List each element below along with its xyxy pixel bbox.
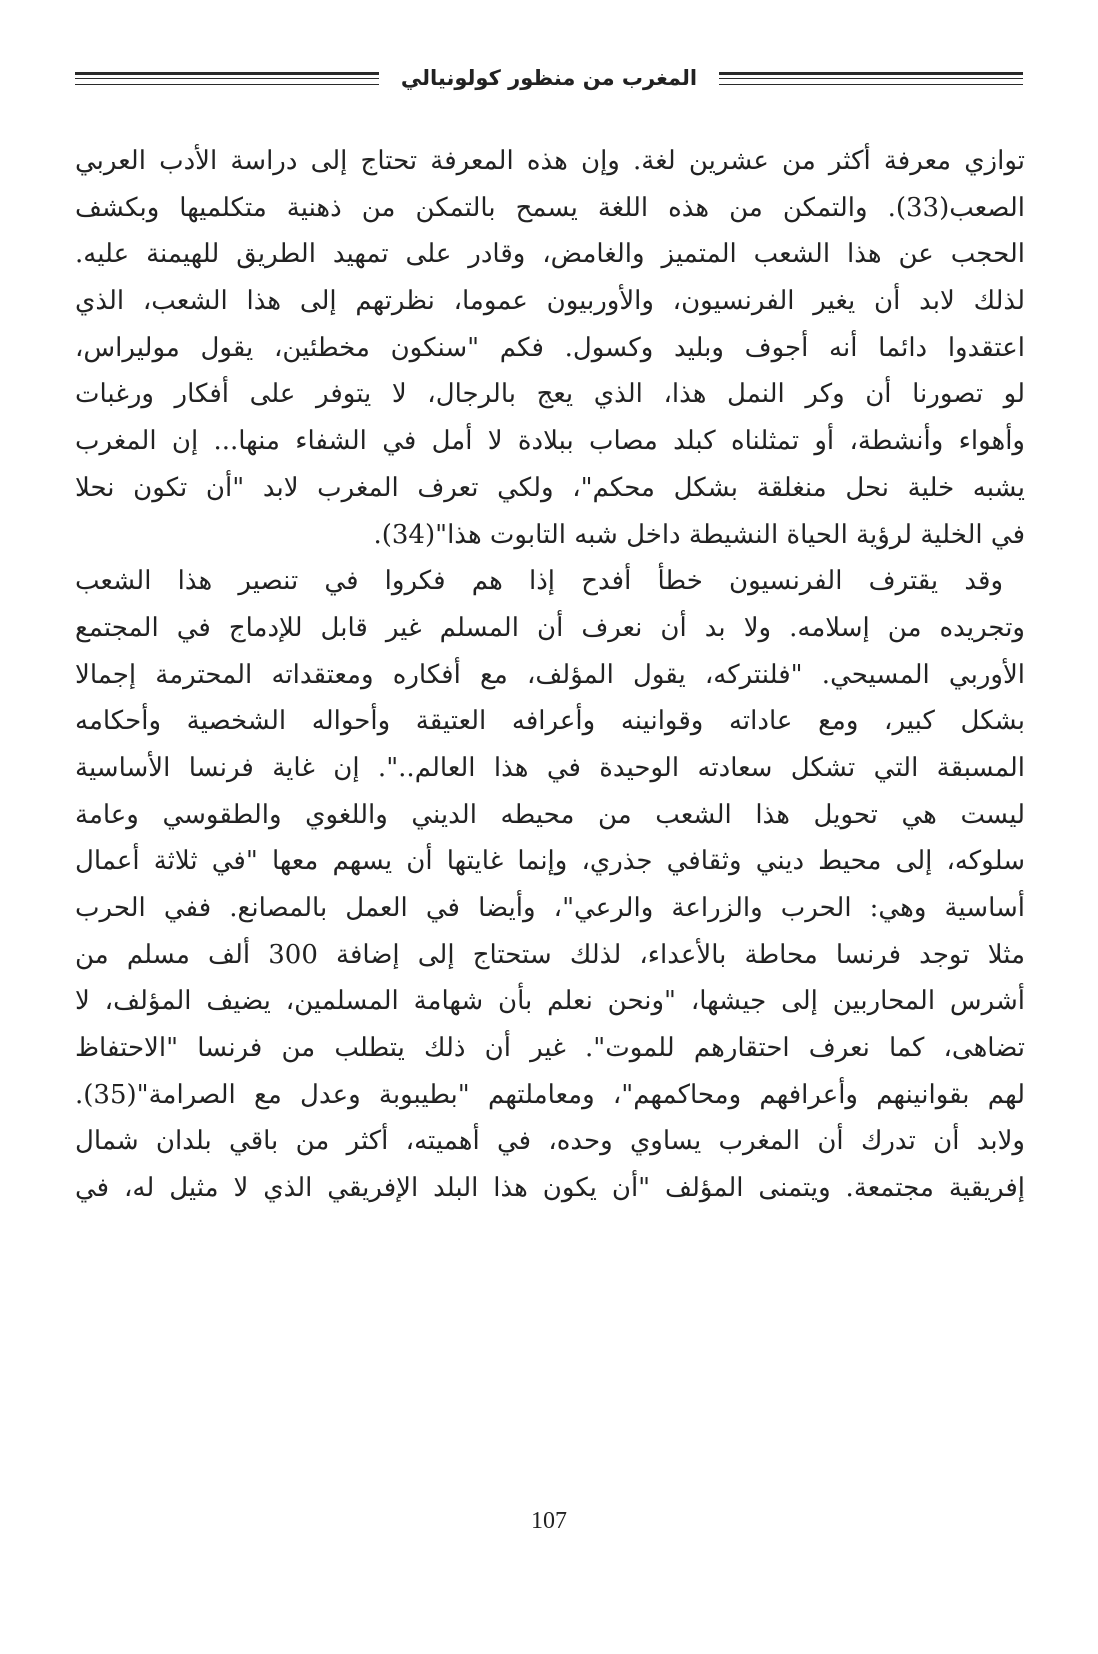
text-line: في الخلية لرؤية الحياة النشيطة داخل شبه التابوت هذا"(34).	[373, 519, 1025, 550]
text-line: وقد يقترف الفرنسيون خطأ أفدح إذا هم فكروا في تنصير هذا الشعب	[75, 566, 1003, 597]
header-rule-right	[719, 72, 1023, 85]
text-line: إفريقية مجتمعة. ويتمنى المؤلف "أن يكون هذا البلد الإفريقي الذي لا مثيل له، في	[75, 1173, 1025, 1204]
running-header	[75, 58, 1023, 98]
text-line: لذلك لابد أن يغير الفرنسيون، والأوربيون عموما، نظرتهم إلى هذا الشعب، الذي	[75, 286, 1025, 317]
text-line: الأوربي المسيحي. "فلنتركه، يقول المؤلف، مع أفكاره ومعتقداته المحترمة إجمالا	[75, 659, 1025, 690]
text-line: الحجب عن هذا الشعب المتميز والغامض، وقادر على تمهيد الطريق للهيمنة عليه.	[75, 239, 1025, 270]
text-line: الصعب(33). والتمكن من هذه اللغة يسمح بالتمكن من ذهنية متكلميها وبكشف	[75, 192, 1025, 223]
text-line: ولابد أن تدرك أن المغرب يساوي وحده، في أهميته، أكثر من باقي بلدان شمال	[75, 1126, 1025, 1157]
text-line: ليست هي تحويل هذا الشعب من محيطه الديني واللغوي والطقوسي وعامة	[75, 799, 1025, 830]
text-line: بشكل كبير، ومع عاداته وقوانينه وأعرافه العتيقة وأحواله الشخصية وأحكامه	[75, 706, 1025, 737]
text-line: وأهواء وأنشطة، أو تمثلناه كبلد مصاب ببلادة لا أمل في الشفاء منها... إن المغرب	[75, 426, 1025, 457]
header-rule-left	[75, 72, 379, 85]
text-line: أشرس المحاربين إلى جيشها، "ونحن نعلم بأن شهامة المسلمين، يضيف المؤلف، لا	[75, 986, 1025, 1017]
body-text	[75, 138, 1025, 1212]
text-line: وتجريده من إسلامه. ولا بد أن نعرف أن المسلم غير قابل للإدماج في المجتمع	[75, 612, 1025, 643]
text-line: لهم بقوانينهم وأعرافهم ومحاكمهم"، ومعاملتهم "بطيبوبة وعدل مع الصرامة"(35).	[75, 1079, 1025, 1110]
text-line: مثلا توجد فرنسا محاطة بالأعداء، لذلك ستحتاج إلى إضافة 300 ألف مسلم من	[75, 939, 1025, 970]
text-line: تضاهى، كما نعرف احتقارهم للموت". غير أن ذلك يتطلب من فرنسا "الاحتفاظ	[75, 1033, 1025, 1064]
page-number: 107	[531, 1508, 567, 1534]
text-line: المسبقة التي تشكل سعادته الوحيدة في هذا العالم..". إن غاية فرنسا الأساسية	[75, 752, 1025, 783]
text-line: توازي معرفة أكثر من عشرين لغة. وإن هذه المعرفة تحتاج إلى دراسة الأدب العربي	[75, 146, 1025, 176]
text-line: سلوكه، إلى محيط ديني وثقافي جذري، وإنما غايتها أن يسهم معها "في ثلاثة أعمال	[75, 846, 1025, 877]
running-title: المغرب من منظور كولونيالي	[400, 66, 698, 90]
text-line: أساسية وهي: الحرب والزراعة والرعي"، وأيضا في العمل بالمصانع. ففي الحرب	[75, 893, 1025, 923]
text-line: لو تصورنا أن وكر النمل هذا، الذي يعج بالرجال، لا يتوفر على أفكار ورغبات	[75, 379, 1025, 410]
text-line: يشبه خلية نحل منغلقة بشكل محكم"، ولكي تعرف المغرب لابد "أن تكون نحلا	[75, 472, 1025, 503]
text-line: اعتقدوا دائما أنه أجوف وبليد وكسول. فكم "سنكون مخطئين، يقول موليراس،	[75, 332, 1025, 363]
